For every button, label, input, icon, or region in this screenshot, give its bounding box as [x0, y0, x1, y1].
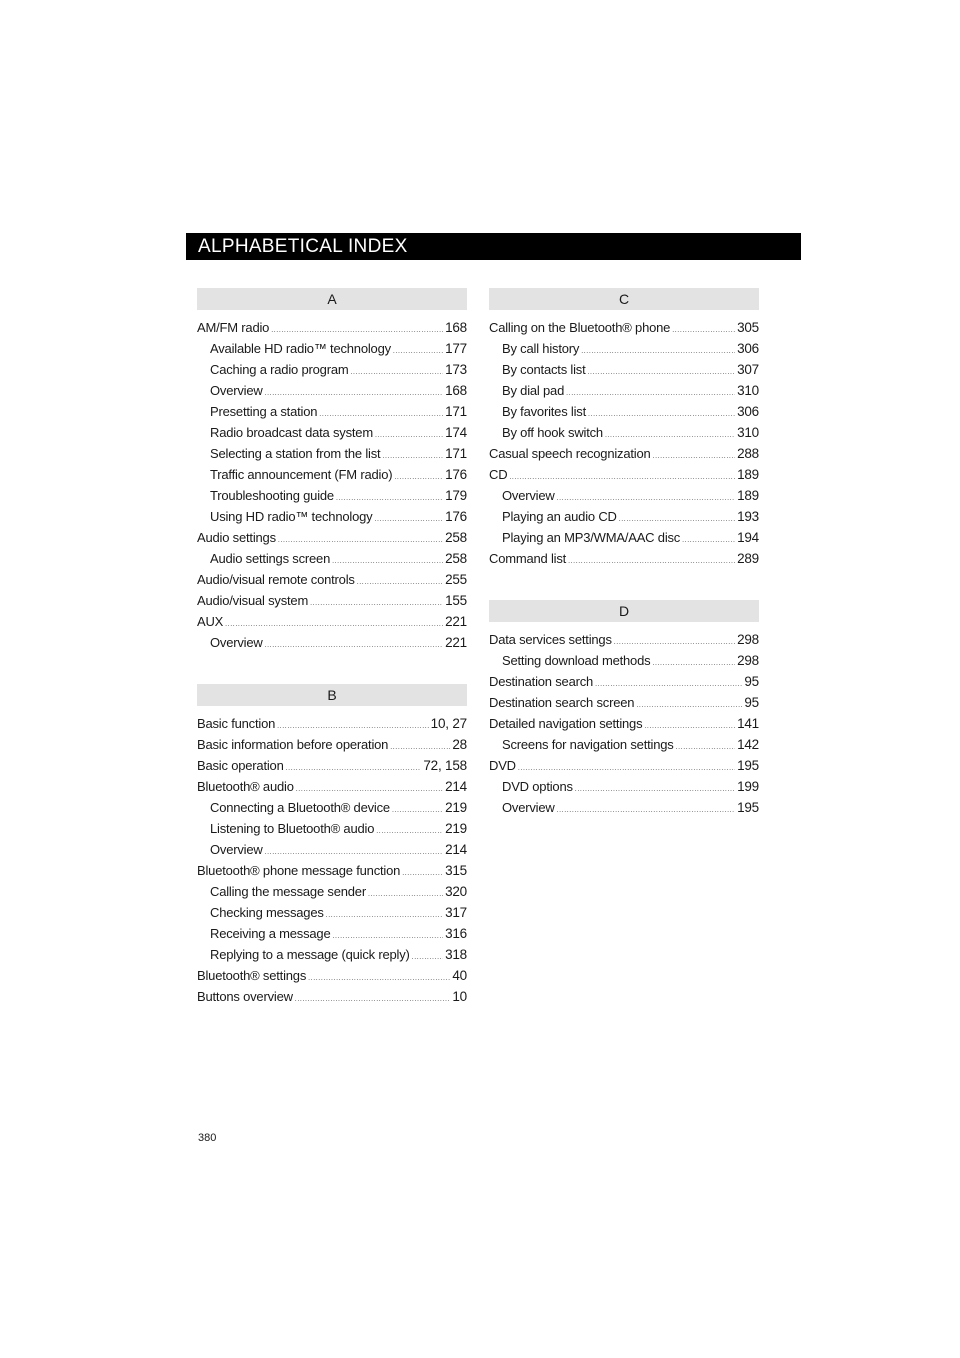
entry-label: Screens for navigation settings: [502, 737, 674, 752]
dot-leader: [393, 341, 443, 362]
entry-page-number[interactable]: 289: [737, 551, 759, 566]
index-entry[interactable]: [197, 860, 467, 881]
index-entry[interactable]: [197, 734, 467, 755]
index-subentry[interactable]: [197, 422, 467, 443]
index-entry[interactable]: [489, 755, 759, 776]
dot-leader: [310, 593, 443, 614]
index-subentry[interactable]: [489, 422, 759, 443]
entry-label: Troubleshooting guide: [210, 488, 334, 503]
index-entry[interactable]: [489, 443, 759, 464]
dot-leader: [350, 362, 443, 383]
entry-page-number[interactable]: 195: [737, 800, 759, 815]
dot-leader: [375, 425, 443, 446]
entry-page-number[interactable]: 318: [445, 947, 467, 962]
index-subentry[interactable]: [197, 464, 467, 485]
entry-label: Destination search screen: [489, 695, 635, 710]
entry-page-number[interactable]: 10: [452, 989, 467, 1004]
entry-page-number[interactable]: 28: [452, 737, 467, 752]
index-subentry[interactable]: [197, 923, 467, 944]
entry-page-number[interactable]: 174: [445, 425, 467, 440]
entry-page-number[interactable]: 72, 158: [423, 758, 467, 773]
entry-page-number[interactable]: 177: [445, 341, 467, 356]
index-subentry[interactable]: [197, 506, 467, 527]
entry-label: Data services settings: [489, 632, 612, 647]
entry-page-number[interactable]: 258: [445, 530, 467, 545]
entry-label: Connecting a Bluetooth® device: [210, 800, 390, 815]
entry-label: By contacts list: [502, 362, 586, 377]
entry-page-number[interactable]: 171: [445, 446, 467, 461]
entry-page-number[interactable]: 95: [744, 674, 759, 689]
entry-label: Replying to a message (quick reply): [210, 947, 410, 962]
entry-label: Overview: [502, 488, 555, 503]
index-entry-list: [489, 629, 759, 818]
entry-label: Listening to Bluetooth® audio: [210, 821, 375, 836]
index-subentry[interactable]: [489, 359, 759, 380]
entry-label: Bluetooth® phone message function: [197, 863, 401, 878]
index-entry[interactable]: [489, 629, 759, 650]
index-subentry[interactable]: [197, 944, 467, 965]
entry-page-number[interactable]: 194: [737, 530, 759, 545]
dot-leader: [672, 320, 735, 341]
index-entry[interactable]: [489, 464, 759, 485]
entry-label: Buttons overview: [197, 989, 293, 1004]
entry-page-number[interactable]: 171: [445, 404, 467, 419]
dot-leader: [636, 695, 742, 716]
entry-page-number[interactable]: 320: [445, 884, 467, 899]
index-subentry[interactable]: [197, 548, 467, 569]
entry-page-number[interactable]: 142: [737, 737, 759, 752]
entry-label: Audio/visual system: [197, 593, 309, 608]
index-entry[interactable]: [197, 527, 467, 548]
entry-label: Setting download methods: [502, 653, 651, 668]
entry-page-number[interactable]: 176: [445, 509, 467, 524]
index-subentry[interactable]: [489, 338, 759, 359]
index-subentry[interactable]: [489, 650, 759, 671]
entry-label: Bluetooth® settings: [197, 968, 307, 983]
dot-leader: [653, 446, 736, 467]
index-subentry[interactable]: [197, 818, 467, 839]
entry-page-number[interactable]: 221: [445, 614, 467, 629]
dot-leader: [557, 800, 735, 821]
section-letter-heading: C: [489, 288, 759, 310]
index-column-right: [489, 288, 759, 818]
entry-label: CD: [489, 467, 508, 482]
entry-label: DVD: [489, 758, 516, 773]
entry-page-number[interactable]: 168: [445, 320, 467, 335]
entry-page-number[interactable]: 317: [445, 905, 467, 920]
entry-label: Calling on the Bluetooth® phone: [489, 320, 671, 335]
dot-leader: [326, 905, 443, 926]
index-subentry[interactable]: [197, 632, 467, 653]
dot-leader: [575, 779, 735, 800]
index-column-left: [197, 288, 467, 1007]
entry-page-number[interactable]: 199: [737, 779, 759, 794]
page-number: 380: [198, 1132, 217, 1144]
entry-label: Overview: [210, 383, 263, 398]
entry-page-number[interactable]: 214: [445, 779, 467, 794]
entry-page-number[interactable]: 219: [445, 821, 467, 836]
entry-label: AM/FM radio: [197, 320, 270, 335]
index-entry[interactable]: [197, 965, 467, 986]
entry-label: Selecting a station from the list: [210, 446, 381, 461]
entry-page-number[interactable]: 40: [452, 968, 467, 983]
entry-label: Caching a radio program: [210, 362, 349, 377]
index-subentry[interactable]: [489, 401, 759, 422]
index-entry[interactable]: [489, 713, 759, 734]
entry-label: AUX: [197, 614, 224, 629]
dot-leader: [682, 530, 735, 551]
entry-label: By off hook switch: [502, 425, 603, 440]
index-header-bar: [186, 233, 801, 260]
index-subentry[interactable]: [197, 839, 467, 860]
index-entry[interactable]: [197, 611, 467, 632]
entry-label: DVD options: [502, 779, 573, 794]
index-entry[interactable]: [197, 755, 467, 776]
index-subentry[interactable]: [197, 380, 467, 401]
index-entry-list: [489, 317, 759, 569]
entry-label: Overview: [210, 635, 263, 650]
index-entry-list: [197, 713, 467, 1007]
dot-leader: [394, 467, 443, 488]
entry-label: Checking messages: [210, 905, 324, 920]
entry-page-number[interactable]: 305: [737, 320, 759, 335]
entry-page-number[interactable]: 315: [445, 863, 467, 878]
entry-page-number[interactable]: 255: [445, 572, 467, 587]
dot-leader: [566, 383, 735, 404]
entry-page-number[interactable]: 306: [737, 341, 759, 356]
entry-label: Bluetooth® audio: [197, 779, 294, 794]
entry-label: Casual speech recognization: [489, 446, 651, 461]
index-subentry[interactable]: [197, 797, 467, 818]
dot-leader: [676, 737, 735, 758]
entry-label: Destination search: [489, 674, 594, 689]
index-entry[interactable]: [197, 713, 467, 734]
entry-label: Basic information before operation: [197, 737, 389, 752]
index-section: [489, 600, 759, 818]
dot-leader: [368, 884, 443, 905]
entry-label: Playing an audio CD: [502, 509, 617, 524]
entry-page-number[interactable]: 189: [737, 488, 759, 503]
entry-label: By call history: [502, 341, 580, 356]
index-entry[interactable]: [489, 671, 759, 692]
entry-label: Receiving a message: [210, 926, 331, 941]
index-section: [197, 684, 467, 1007]
entry-label: Detailed navigation settings: [489, 716, 643, 731]
index-entry[interactable]: [197, 569, 467, 590]
entry-page-number[interactable]: 316: [445, 926, 467, 941]
entry-label: By dial pad: [502, 383, 565, 398]
dot-leader: [402, 863, 443, 884]
index-subentry[interactable]: [197, 881, 467, 902]
dot-leader: [295, 989, 451, 1010]
dot-leader: [286, 758, 422, 779]
section-letter-heading: A: [197, 288, 467, 310]
entry-label: Radio broadcast data system: [210, 425, 373, 440]
dot-leader: [588, 362, 736, 383]
index-subentry[interactable]: [489, 527, 759, 548]
index-entry[interactable]: [197, 986, 467, 1007]
entry-page-number[interactable]: 179: [445, 488, 467, 503]
index-subentry[interactable]: [489, 734, 759, 755]
entry-label: Calling the message sender: [210, 884, 366, 899]
dot-leader: [581, 341, 735, 362]
entry-page-number[interactable]: 258: [445, 551, 467, 566]
entry-label: Audio settings: [197, 530, 276, 545]
entry-page-number[interactable]: 221: [445, 635, 467, 650]
index-subentry[interactable]: [197, 485, 467, 506]
dot-leader: [265, 635, 443, 656]
index-entry-list: [197, 317, 467, 653]
section-letter-heading: D: [489, 600, 759, 622]
entry-label: Basic function: [197, 716, 276, 731]
index-subentry[interactable]: [489, 506, 759, 527]
index-subentry[interactable]: [197, 902, 467, 923]
index-subentry[interactable]: [197, 359, 467, 380]
dot-leader: [392, 800, 443, 821]
entry-page-number[interactable]: 176: [445, 467, 467, 482]
index-entry[interactable]: [489, 317, 759, 338]
index-subentry[interactable]: [197, 443, 467, 464]
index-entry[interactable]: [489, 692, 759, 713]
entry-label: Available HD radio™ technology: [210, 341, 391, 356]
entry-page-number[interactable]: 307: [737, 362, 759, 377]
entry-label: Traffic announcement (FM radio): [210, 467, 393, 482]
entry-label: Overview: [502, 800, 555, 815]
entry-page-number[interactable]: 298: [737, 653, 759, 668]
dot-leader: [357, 572, 443, 593]
entry-page-number[interactable]: 168: [445, 383, 467, 398]
entry-page-number[interactable]: 310: [737, 425, 759, 440]
entry-page-number[interactable]: 155: [445, 593, 467, 608]
entry-page-number[interactable]: 195: [737, 758, 759, 773]
index-subentry[interactable]: [489, 485, 759, 506]
index-subentry[interactable]: [489, 797, 759, 818]
entry-label: Audio settings screen: [210, 551, 331, 566]
entry-label: By favorites list: [502, 404, 587, 419]
entry-label: Playing an MP3/WMA/AAC disc: [502, 530, 681, 545]
page-title: ALPHABETICAL INDEX: [198, 236, 408, 257]
entry-label: Basic operation: [197, 758, 284, 773]
dot-leader: [374, 509, 443, 530]
entry-page-number[interactable]: 298: [737, 632, 759, 647]
entry-page-number[interactable]: 10, 27: [430, 716, 467, 731]
entry-page-number[interactable]: 219: [445, 800, 467, 815]
entry-label: Command list: [489, 551, 567, 566]
dot-leader: [652, 653, 735, 674]
section-letter-heading: B: [197, 684, 467, 706]
entry-label: Using HD radio™ technology: [210, 509, 373, 524]
entry-page-number[interactable]: 306: [737, 404, 759, 419]
index-entry[interactable]: [489, 548, 759, 569]
index-section: [197, 288, 467, 653]
index-entry[interactable]: [197, 776, 467, 797]
entry-page-number[interactable]: 189: [737, 467, 759, 482]
dot-leader: [588, 404, 735, 425]
index-subentry[interactable]: [197, 401, 467, 422]
entry-page-number[interactable]: 95: [744, 695, 759, 710]
index-section: [489, 288, 759, 569]
dot-leader: [412, 947, 443, 968]
index-entry[interactable]: [197, 590, 467, 611]
dot-leader: [568, 551, 735, 572]
entry-page-number[interactable]: 141: [737, 716, 759, 731]
dot-leader: [376, 821, 443, 842]
entry-page-number[interactable]: 214: [445, 842, 467, 857]
entry-page-number[interactable]: 310: [737, 383, 759, 398]
index-entry[interactable]: [197, 317, 467, 338]
entry-page-number[interactable]: 193: [737, 509, 759, 524]
index-subentry[interactable]: [489, 776, 759, 797]
entry-page-number[interactable]: 288: [737, 446, 759, 461]
index-subentry[interactable]: [489, 380, 759, 401]
entry-page-number[interactable]: 173: [445, 362, 467, 377]
entry-label: Presetting a station: [210, 404, 318, 419]
index-subentry[interactable]: [197, 338, 467, 359]
entry-label: Overview: [210, 842, 263, 857]
dot-leader: [308, 968, 450, 989]
entry-label: Audio/visual remote controls: [197, 572, 355, 587]
